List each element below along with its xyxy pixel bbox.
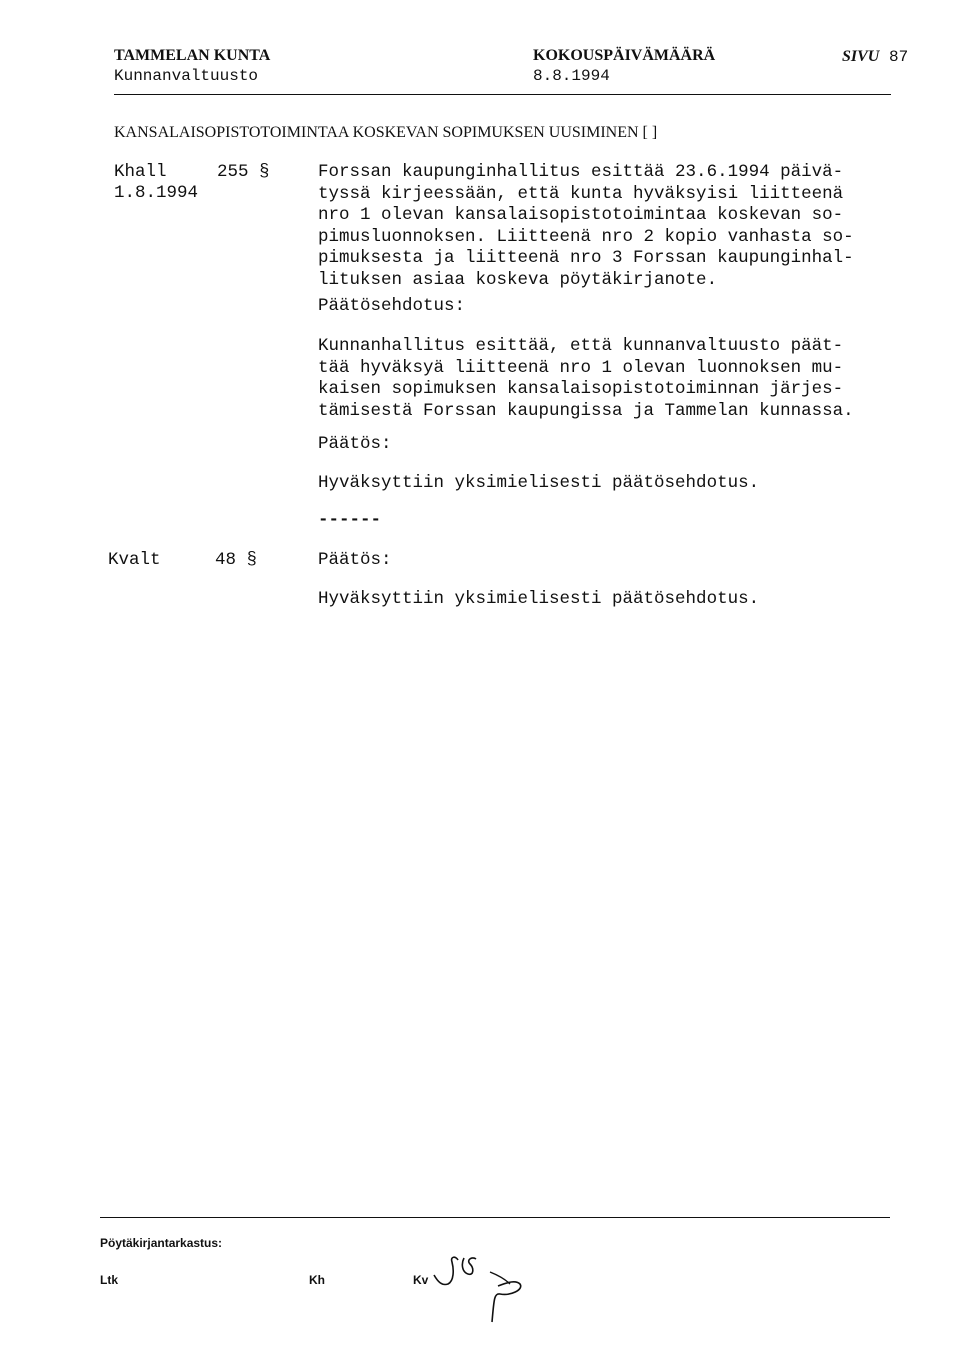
separator: ------ xyxy=(318,510,382,530)
kvalt-section: 48 § xyxy=(215,550,258,570)
section-title: KANSALAISOPISTOTOIMINTAA KOSKEVAN SOPIMUKSEN UUSIMINEN [ ] xyxy=(114,124,658,141)
footer-rule xyxy=(100,1217,890,1218)
kvalt-decision-label: Päätös: xyxy=(318,550,392,570)
page-number: 87 xyxy=(889,48,909,66)
meeting-date: 8.8.1994 xyxy=(533,67,610,85)
proposal-text-line: kaisen sopimuksen kansalaisopistotoiminnan järjes- xyxy=(318,379,844,399)
kh-label: Kh xyxy=(309,1273,325,1287)
kv-label: Kv xyxy=(413,1273,429,1287)
khall-text-line: nro 1 olevan kansalaisopistotoimintaa koskevan so- xyxy=(318,205,844,225)
kvalt-decision-text: Hyväksyttiin yksimielisesti päätösehdotus. xyxy=(318,589,760,609)
proposal-text-line: tää hyväksyä liitteenä nro 1 olevan luonnoksen mu- xyxy=(318,357,844,378)
khall-text-line: Forssan kaupunginhallitus esittää 23.6.1994 päivä- xyxy=(318,162,844,182)
council-name: Kunnanvaltuusto xyxy=(114,67,259,85)
date-label: KOKOUSPÄIVÄMÄÄRÄ xyxy=(533,47,716,64)
khall-text-line: tyssä kirjeessään, että kunta hyväksyisi liitteenä xyxy=(318,183,844,204)
page-label: SIVU xyxy=(842,48,880,65)
signature-mark xyxy=(428,1250,548,1330)
khall-label: Khall xyxy=(114,162,167,182)
header-rule xyxy=(114,94,891,95)
khall-decision-label: Päätös: xyxy=(318,434,392,454)
khall-section: 255 § xyxy=(217,162,270,182)
khall-text-line: pimusluonnoksen. Liitteenä nro 2 kopio vanhasta so- xyxy=(318,226,854,247)
khall-decision-text: Hyväksyttiin yksimielisesti päätösehdotus. xyxy=(318,473,760,493)
ltk-label: Ltk xyxy=(100,1273,118,1287)
org-name: TAMMELAN KUNTA xyxy=(114,47,271,64)
kvalt-label: Kvalt xyxy=(108,550,161,570)
proposal-text-line: tämisestä Forssan kaupungissa ja Tammelan kunnassa. xyxy=(318,400,854,421)
minutes-check-label: Pöytäkirjantarkastus: xyxy=(100,1236,223,1250)
khall-date: 1.8.1994 xyxy=(114,183,199,203)
proposal-text xyxy=(318,336,918,422)
khall-text-line: lituksen asiaa koskeva pöytäkirjanote. xyxy=(318,269,718,290)
proposal-text-line: Kunnanhallitus esittää, että kunnanvaltuusto päät- xyxy=(318,336,844,356)
proposal-label: Päätösehdotus: xyxy=(318,296,466,316)
khall-text-line: pimuksesta ja liitteenä nro 3 Forssan kaupunginhal- xyxy=(318,248,854,268)
page-indicator xyxy=(842,46,908,69)
khall-text xyxy=(318,162,918,291)
